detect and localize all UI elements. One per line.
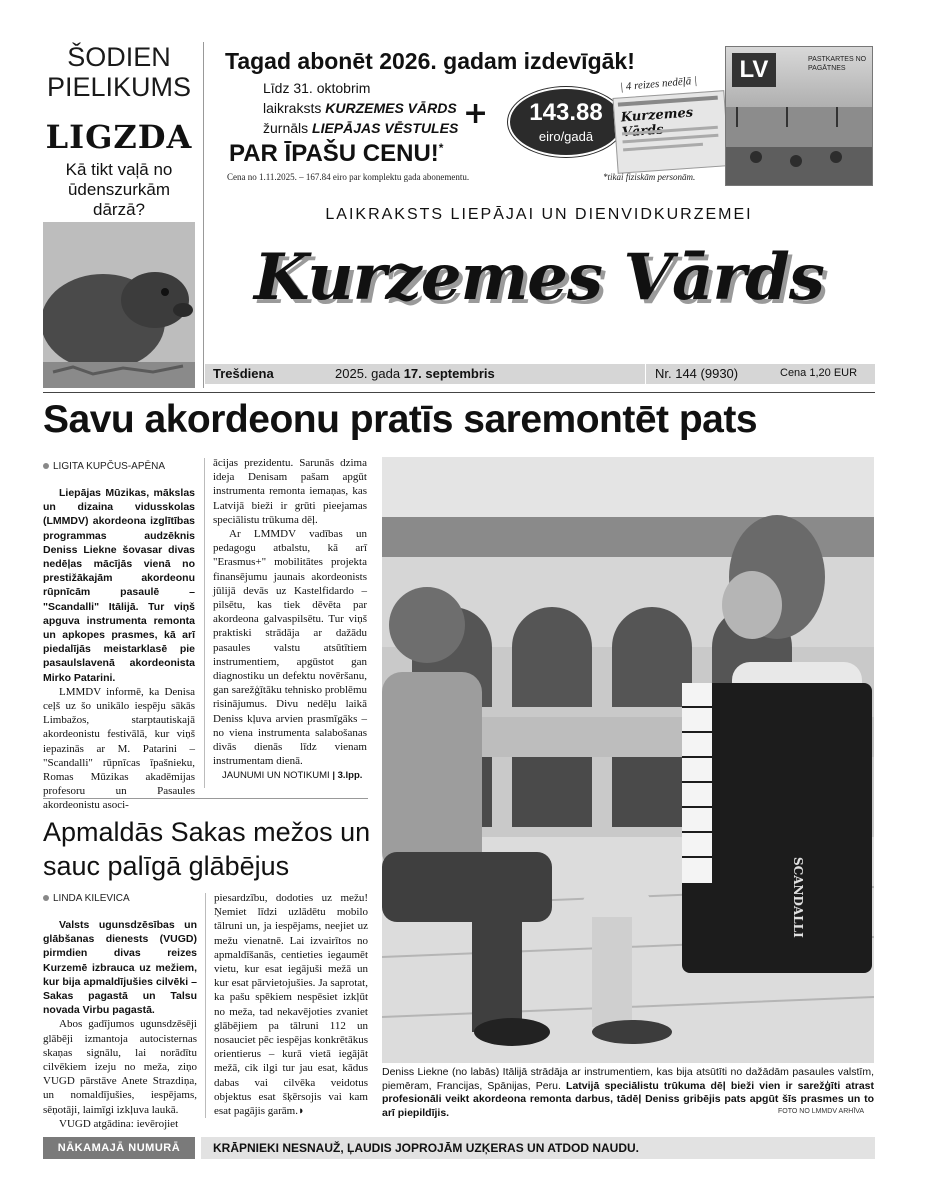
water-rat-illustration <box>43 222 195 388</box>
supplement-question: Kā tikt vaļā no ūdenszurkām dārzā? <box>65 160 173 219</box>
story2-column1 <box>43 918 197 1131</box>
date-bar-divider <box>645 364 646 384</box>
date-bar <box>205 364 875 384</box>
byline-bullet-icon <box>43 895 49 901</box>
ad-newspaper-name: KURZEMES VĀRDS <box>325 100 457 116</box>
ad-special-text: PAR ĪPAŠU CENU! <box>229 140 439 167</box>
subscription-ad[interactable] <box>205 42 873 188</box>
price-badge <box>508 87 624 157</box>
water-rat-photo <box>43 222 195 388</box>
newspaper-image <box>612 90 729 174</box>
ad-footnote: Cena no 1.11.2025. – 167.84 eiro par komplektu gada abonementu. <box>227 172 470 182</box>
byline-bullet-icon <box>43 463 49 469</box>
header-rule <box>43 392 875 393</box>
caption-bold-text: Latvijā speciālistu trūkuma dēļ bieži vien ir sarežģīti atrast profesionāli veikt akordeona remonta darbus, tādēļ Deniss gribējis pats apgūt šīs prasmes un to arī piepildījis. <box>382 1079 874 1119</box>
accordion-brand-label: SCANDALLI <box>791 857 805 938</box>
magazine-logo: LV <box>732 53 776 87</box>
next-issue-teaser: KRĀPNIEKI NESNAUŽ, ĻAUDIS JOPROJĀM UZĶERAS UN ATDOD NAUDU. <box>201 1137 875 1159</box>
story1-author: LIGITA KUPČUS-APĒNA <box>53 461 166 472</box>
story2-paragraph <box>214 891 368 1118</box>
newspaper-image-line <box>623 143 703 152</box>
ad-special-offer <box>229 140 443 168</box>
column-divider <box>204 458 205 788</box>
ad-special-mark: * <box>438 141 444 155</box>
story2-paragraph: Abos gadījumos ugunsdzēsēji glābēji izmantoja autocisternas skaņas signālu, lai norādītu cilvēkiem izeju no meža, ziņo VUGD pārstāve Anete Strazdiņa, un nomaldījušies, iespējams, sēņotāji, laimīgi izkļuva laukā. <box>43 1018 197 1116</box>
ad-line-deadline: Līdz 31. oktobrim <box>263 80 371 96</box>
column-divider <box>203 42 204 388</box>
story1-cross-reference[interactable]: JAUNUMI UN NOTIKUMI | 3.lpp. <box>222 770 363 781</box>
next-issue-bar[interactable] <box>43 1137 875 1159</box>
story1-paragraph: LMMDV informē, ka Denisa ceļš uz šo unikālo iespēju sākās Limbažos, starptautiskajā akordeonistu festivālā, kur viņš iepazinās ar M. Patarini – "Scandalli" rūpnīcas īpašnieku, Romas Mūzikas akadēmijas profesoru un Pasaules akordeonistu asoci- <box>43 685 195 812</box>
story1-lead: Liepājas Mūzikas, mākslas un dizaina vidusskolas (LMMDV) akordeona izglītības programmas audzēknis Deniss Liekne šovasar divas nedēļas mācījās vienā no prestižākajām akordeonu rūpnīcām pasaulē – "Scandalli" Itālijā. Tur viņš apguva instrumenta remonta un apkopes prasmes, kā arī piedalījās meistarklasē pie pasaulslavenā akordeonista Mirko Patarini. <box>43 487 195 684</box>
story1-byline <box>43 461 165 472</box>
main-headline[interactable]: Savu akordeonu pratīs saremontēt pats <box>43 398 758 441</box>
weekday: Trešdiena <box>213 366 274 381</box>
ad-weekly-text: 4 reizes nedēļā <box>625 75 692 93</box>
plus-icon: + <box>463 96 489 131</box>
magazine-title: PASTKARTES NO PAGĀTNES <box>808 56 867 72</box>
ad-price-unit: eiro/gadā <box>538 129 594 144</box>
masthead-tagline: LAIKRAKSTS LIEPĀJAI UN DIENVIDKURZEMEI <box>325 206 753 223</box>
ad-line-newspaper-prefix: laikraksts <box>263 100 326 116</box>
story1-paragraph: ācijas prezidentu. Sarunās dzima ideja Denisam pašam apgūt instrumenta remonta iemaņas, kas Latvijā bieži ir grūti pieejamas speciālistu trūkuma dēļ. <box>213 457 367 526</box>
magazine-cover-image <box>725 46 873 186</box>
column-divider <box>205 893 206 1118</box>
story2-lead: Valsts ugunsdzēsības un glābšanas dienests (VUGD) pirmdien divas reizes Kurzemē izbrauca uz mežiem, kur bija apmaldījušies cilvēki – Sakas pagastā un Talsu novada Virbu pagastā. <box>43 919 197 1017</box>
story1-column1 <box>43 486 195 813</box>
crossref-page: 3.lpp. <box>337 770 363 781</box>
newspaper-masthead: Kurzemes Vārds <box>254 240 824 315</box>
opera-hall-illustration <box>382 457 874 1063</box>
ad-line-magazine-prefix: žurnāls <box>263 120 313 136</box>
story2-paragraph: VUGD atgādina: ievērojiet <box>59 1117 179 1130</box>
crossref-section: JAUNUMI UN NOTIKUMI <box>222 770 330 781</box>
issue-date-prefix: 2025. gada <box>335 366 404 381</box>
story2-byline <box>43 893 130 904</box>
story2-column2 <box>214 891 368 1118</box>
supplement-title <box>43 42 195 102</box>
supplement-title-line2: PIELIKUMS <box>46 72 192 102</box>
supplement-brand: LIGZDA <box>45 118 193 156</box>
ad-magazine-name: LIEPĀJAS VĒSTULES <box>312 120 459 136</box>
supplement-box <box>43 42 195 388</box>
ad-physical-note: *tikai fiziskām personām. <box>603 172 696 182</box>
accordion-lesson-photo <box>382 457 874 1063</box>
ad-line-magazine <box>263 118 458 138</box>
story2-author: LINDA KILEVICA <box>53 893 130 904</box>
story1-column2 <box>213 456 367 768</box>
ad-line-newspaper <box>263 98 457 118</box>
newspaper-image-masthead: Kurzemes <box>620 105 694 126</box>
photo-credit: FOTO NO LMMDV ARHĪVA <box>778 1108 865 1115</box>
story1-paragraph: Ar LMMDV vadības un pedagogu atbalstu, kā arī "Erasmus+" mobilitātes projekta finansējumu jaunais akordeonists jūlijā devās uz Kastelfidardo – pilsētu, kas tiek dēvēta par akordeona galvaspilsētu. Tur viņš praktiski strādāja ar dažādu pasaules valstu atsūtītiem instrumentiem, apgūstot gan diagnostiku un defektu novēršanu, gan sarežģītāku tehnisko problēmu risinājumus. Divu nedēļu laikā Deniss kļuva arvien prasmīgāks – no viena instrumenta salabošanas divās dienās līdz vienam instrumentam dienā. <box>213 528 367 768</box>
second-headline[interactable]: Apmaldās Sakas mežos un sauc palīgā glābējus <box>43 817 371 881</box>
cover-price: Cena 1,20 EUR <box>780 367 858 379</box>
end-mark-icon: ◗ <box>298 1105 305 1118</box>
caption-text: Deniss Liekne (no labās) Itālijā strādāja ar instrumentiem, kas bija atsūtīti no dažādām pasaules valstīm, piemēram, Francijas, Spānijas, Peru. <box>382 1066 874 1092</box>
next-issue-label: NĀKAMAJĀ NUMURĀ <box>43 1137 195 1159</box>
ad-price: 143.88 <box>529 99 603 126</box>
ad-headline: Tagad abonēt 2026. gadam izdevīgāk! <box>225 48 635 74</box>
harbour-scene-illustration <box>726 107 872 185</box>
story2-paragraph-text: piesardzību, dodoties uz mežu! Ņemiet līdzi uzlādētu mobilo tālruni un, ja iespējams, neejiet uz mežu vienatnē. Lai izvairītos no apmaldīšanās, centieties iegaumēt vietu, kur esat iegājuši mežā un kur esat pārvietojušies. Ja saprotat, ka pašu spēkiem nespēsiet izkļūt no meža, tad nekavējoties zvaniet glābējiem pa tālruni 112 un nosauciet pēc iespējas konkrētākus orientierus – kurā vietā iegājāt mežā, cik ilgi tur jau esat, kādus dabas vai cilvēka veidotus objektus esat šķērsojis vai kam esat pagājis garām. <box>214 892 368 1118</box>
issue-date-bold: 17. septembris <box>403 366 495 381</box>
supplement-title-line1: ŠODIEN <box>67 42 171 72</box>
issue-date <box>335 366 495 381</box>
issue-number: Nr. 144 (9930) <box>655 366 739 381</box>
ad-weekly-badge: | 4 reizes nedēļā | <box>619 74 698 94</box>
story-separator <box>43 798 368 799</box>
